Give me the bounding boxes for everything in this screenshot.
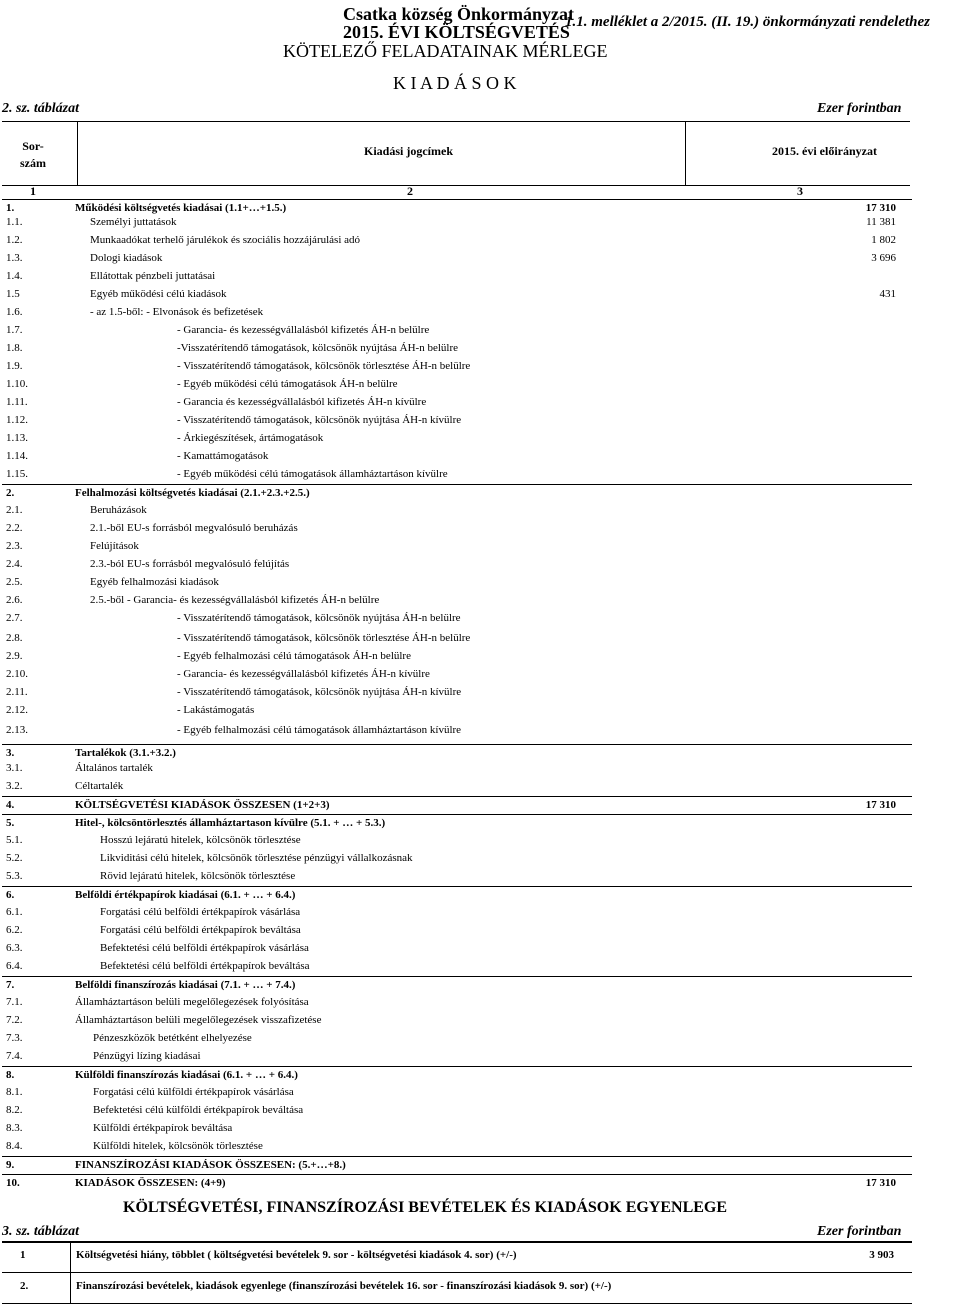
table-row <box>2 666 912 683</box>
row-number: 1.9. <box>6 360 23 372</box>
row-number: 3.1. <box>6 762 23 774</box>
table-row <box>2 574 912 591</box>
table-row <box>2 412 912 429</box>
row-number: 1.8. <box>6 342 23 354</box>
row-number: 8.3. <box>6 1122 23 1134</box>
row-number: 10. <box>6 1177 20 1189</box>
row-number: 8. <box>6 1069 15 1081</box>
row-number: 5.3. <box>6 870 23 882</box>
row-number: 1.2. <box>6 234 23 246</box>
row-number: 6.2. <box>6 924 23 936</box>
row-number: 6.3. <box>6 942 23 954</box>
row-number: 1.13. <box>6 432 28 444</box>
row-label: Államháztartáson belüli megelőlegezések visszafizetése <box>75 1014 322 1026</box>
row-value: 17 310 <box>865 799 896 811</box>
balance-unit-label: Ezer forintban <box>817 1224 902 1239</box>
table-number: 2. sz. táblázat <box>2 101 80 116</box>
balance-row-value: 3 903 <box>869 1249 894 1261</box>
row-label: Forgatási célú belföldi értékpapírok beváltása <box>100 924 301 936</box>
row-number: 2. <box>6 487 15 499</box>
row-number: 7.4. <box>6 1050 23 1062</box>
row-value: 17 310 <box>865 202 896 214</box>
row-label: Államháztartáson belüli megelőlegezések folyósítása <box>75 996 309 1008</box>
table-row <box>2 684 912 701</box>
annex-reference: 1.1. melléklet a 2/2015. (II. 19.) önkormányzati rendelethez <box>565 14 930 30</box>
table-row <box>2 886 912 904</box>
row-label: Hosszú lejáratú hitelek, kölcsönök törlesztése <box>100 834 301 846</box>
table-row <box>2 466 912 483</box>
row-number: 2.10. <box>6 668 28 680</box>
row-label: Befektetési célú belföldi értékpapírok beváltása <box>100 960 310 972</box>
row-label: FINANSZÍROZÁSI KIADÁSOK ÖSSZESEN: (5.+…+8.) <box>75 1159 346 1171</box>
table-row <box>2 922 912 939</box>
row-number: 7. <box>6 979 15 991</box>
table-row <box>2 394 912 411</box>
table-row <box>2 1174 912 1192</box>
row-number: 2.12. <box>6 704 28 716</box>
table-row <box>2 976 912 994</box>
row-label: - Garancia és kezességvállalásból kifizetés ÁH-n kívülre <box>177 396 427 408</box>
table-row <box>2 520 912 537</box>
row-label: Személyi juttatások <box>90 216 177 228</box>
row-number: 1.10. <box>6 378 28 390</box>
row-number: 8.1. <box>6 1086 23 1098</box>
table-row <box>2 322 912 339</box>
row-number: 1.12. <box>6 414 28 426</box>
table-row <box>2 648 912 665</box>
table-row <box>2 1102 912 1119</box>
row-label: - Kamattámogatások <box>177 450 269 462</box>
row-number: 2.7. <box>6 612 23 624</box>
row-number: 1.5 <box>6 288 20 300</box>
row-number: 2.5. <box>6 576 23 588</box>
table-row <box>2 214 912 231</box>
row-label: Általános tartalék <box>75 762 153 774</box>
table-row <box>2 1012 912 1029</box>
row-number: 5.1. <box>6 834 23 846</box>
row-label: - Visszatérítendő támogatások, kölcsönök törlesztése ÁH-n belülre <box>177 632 471 644</box>
table-row <box>2 592 912 609</box>
row-label: - Garancia- és kezességvállalásból kifizetés ÁH-n belülre <box>177 324 430 336</box>
row-label: - Egyéb felhalmozási célú támogatások államháztartáson kívülre <box>177 724 462 736</box>
row-number: 8.4. <box>6 1140 23 1152</box>
budget-title: 2015. ÉVI KÖLTSÉGVETÉS <box>343 22 570 42</box>
balance-row-num: 1 <box>20 1249 26 1261</box>
balance-row-num: 2. <box>20 1280 29 1292</box>
unit-label: Ezer forintban <box>817 101 902 116</box>
row-label: KÖLTSÉGVETÉSI KIADÁSOK ÖSSZESEN (1+2+3) <box>75 799 330 811</box>
table-row <box>2 358 912 375</box>
table-row <box>2 958 912 975</box>
row-label: Felújítások <box>90 540 139 552</box>
row-label: Felhalmozási költségvetés kiadásai (2.1.+2.3.+2.5.) <box>75 487 310 499</box>
row-number: 7.1. <box>6 996 23 1008</box>
table-row <box>2 778 912 795</box>
table-row <box>2 232 912 249</box>
table-row <box>2 760 912 777</box>
table-row <box>2 702 912 719</box>
table-row <box>2 1048 912 1065</box>
col-sorszam: Sor- szám <box>20 139 46 170</box>
row-label: Ellátottak pénzbeli juttatásai <box>90 270 216 282</box>
row-number: 5. <box>6 817 15 829</box>
row-number: 9. <box>6 1159 15 1171</box>
table-row <box>2 1084 912 1101</box>
table-row <box>2 1066 912 1084</box>
row-number: 2.8. <box>6 632 23 644</box>
table-row <box>2 484 912 502</box>
row-number: 1.4. <box>6 270 23 282</box>
table-row <box>2 268 912 285</box>
row-label: Befektetési célú belföldi értékpapírok vásárlása <box>100 942 309 954</box>
row-label: - Visszatérítendő támogatások, kölcsönök nyújtása ÁH-n belülre <box>177 612 461 624</box>
row-label: - Visszatérítendő támogatások, kölcsönök nyújtása ÁH-n kívülre <box>177 686 462 698</box>
row-value: 431 <box>879 288 896 300</box>
row-label: - Visszatérítendő támogatások, kölcsönök nyújtása ÁH-n kívülre <box>177 414 462 426</box>
balance-row-label: Finanszírozási bevételek, kiadások egyenlege (finanszírozási bevételek 16. sor - finanszírozási kiadások 9. sor) (+/-) <box>76 1280 612 1292</box>
section-title: K I A D Á S O K <box>393 73 517 93</box>
row-number: 2.13. <box>6 724 28 736</box>
row-value: 1 802 <box>871 234 896 246</box>
table-row <box>2 538 912 555</box>
row-label: Külföldi hitelek, kölcsönök törlesztése <box>93 1140 263 1152</box>
row-label: KIADÁSOK ÖSSZESEN: (4+9) <box>75 1177 226 1189</box>
table-row <box>2 430 912 447</box>
table-row <box>2 286 912 303</box>
row-label: Belföldi értékpapírok kiadásai (6.1. + … + 6.4.) <box>75 889 296 901</box>
row-number: 2.4. <box>6 558 23 570</box>
row-label: Egyéb működési célú kiadások <box>90 288 227 300</box>
col-num-2: 2 <box>407 184 413 198</box>
row-label: - Visszatérítendő támogatások, kölcsönök törlesztése ÁH-n belülre <box>177 360 471 372</box>
row-number: 1.7. <box>6 324 23 336</box>
row-number: 2.2. <box>6 522 23 534</box>
row-label: 2.3.-ból EU-s forrásból megvalósuló felújítás <box>90 558 290 570</box>
row-label: Rövid lejáratú hitelek, kölcsönök törlesztése <box>100 870 296 882</box>
row-label: Dologi kiadások <box>90 252 163 264</box>
balance-section-title: KÖLTSÉGVETÉSI, FINANSZÍROZÁSI BEVÉTELEK ÉS KIADÁSOK EGYENLEGE <box>123 1199 728 1216</box>
row-number: 1.6. <box>6 306 23 318</box>
table-row <box>2 1156 912 1174</box>
col-eloiranyzat: 2015. évi előirányzat <box>772 144 877 158</box>
row-label: - Garancia- és kezességvállalásból kifizetés ÁH-n kívülre <box>177 668 430 680</box>
balance-table-number: 3. sz. táblázat <box>2 1224 80 1239</box>
row-label: Működési költségvetés kiadásai (1.1+…+1.5.) <box>75 202 287 214</box>
row-number: 1.3. <box>6 252 23 264</box>
row-label: Külföldi értékpapírok beváltása <box>93 1122 233 1134</box>
table-row <box>2 448 912 465</box>
balance-table <box>2 1241 912 1304</box>
row-number: 2.9. <box>6 650 23 662</box>
table-row <box>2 832 912 849</box>
row-label: 2.5.-ből - Garancia- és kezességvállalásból kifizetés ÁH-n belülre <box>90 594 380 606</box>
row-number: 6. <box>6 889 15 901</box>
row-label: - Lakástámogatás <box>177 704 255 716</box>
row-number: 2.1. <box>6 504 23 516</box>
row-number: 2.3. <box>6 540 23 552</box>
row-number: 2.11. <box>6 686 28 698</box>
row-label: Belföldi finanszírozás kiadásai (7.1. + … + 7.4.) <box>75 979 296 991</box>
table-row <box>2 814 912 832</box>
table-row <box>2 250 912 267</box>
row-label: Pénzügyi lízing kiadásai <box>93 1050 201 1062</box>
table-row <box>2 304 912 321</box>
row-number: 8.2. <box>6 1104 23 1116</box>
table-row <box>2 610 912 627</box>
row-label: Likviditási célú hitelek, kölcsönök törlesztése pénzügyi vállalkozásnak <box>100 852 413 864</box>
row-label: Egyéb felhalmozási kiadások <box>90 576 219 588</box>
balance-title: KÖTELEZŐ FELADATAINAK MÉRLEGE <box>283 41 608 61</box>
row-label: Befektetési célú külföldi értékpapírok beváltása <box>93 1104 304 1116</box>
table-row <box>2 630 912 647</box>
row-label: Céltartalék <box>75 780 124 792</box>
row-number: 7.3. <box>6 1032 23 1044</box>
row-number: 3. <box>6 747 15 759</box>
balance-row-label: Költségvetési hiány, többlet ( költségvetési bevételek 9. sor - költségvetési kiadások 4. sor) (+/-) <box>76 1249 517 1261</box>
row-label: Tartalékok (3.1.+3.2.) <box>75 747 176 759</box>
table-row <box>2 940 912 957</box>
row-label: Beruházások <box>90 504 147 516</box>
municipality-title: Csatka község Önkormányzat <box>343 4 575 24</box>
column-header <box>2 121 910 186</box>
row-number: 1.15. <box>6 468 28 480</box>
row-label: Pénzeszközök betétként elhelyezése <box>93 1032 252 1044</box>
row-number: 6.1. <box>6 906 23 918</box>
table-row <box>2 722 912 739</box>
row-label: - Egyéb működési célú támogatások államháztartáson kívülre <box>177 468 448 480</box>
row-label: Forgatási célú belföldi értékpapírok vásárlása <box>100 906 301 918</box>
row-label: Hitel-, kölcsöntörlesztés államháztartason kívülre (5.1. + … + 5.3.) <box>75 817 386 829</box>
row-number: 2.6. <box>6 594 23 606</box>
row-value: 11 381 <box>866 216 896 228</box>
row-label: - Egyéb működési célú támogatások ÁH-n belülre <box>177 378 398 390</box>
table-row <box>2 868 912 885</box>
row-number: 6.4. <box>6 960 23 972</box>
col-num-1: 1 <box>30 184 36 198</box>
row-value: 3 696 <box>871 252 896 264</box>
table-row <box>2 556 912 573</box>
row-label: -Visszatérítendő támogatások, kölcsönök nyújtása ÁH-n belülre <box>177 342 458 354</box>
row-label: Külföldi finanszírozás kiadásai (6.1. + … + 6.4.) <box>75 1069 298 1081</box>
row-value: 17 310 <box>865 1177 896 1189</box>
table-row <box>2 1030 912 1047</box>
table-row <box>2 904 912 921</box>
row-number: 4. <box>6 799 15 811</box>
col-num-3: 3 <box>797 184 803 198</box>
row-number: 1.1. <box>6 216 23 228</box>
table-row <box>2 502 912 519</box>
row-label: 2.1.-ből EU-s forrásból megvalósuló beruházás <box>90 522 298 534</box>
table-row <box>2 376 912 393</box>
table-row <box>2 1120 912 1137</box>
table-row <box>2 340 912 357</box>
row-label: - Árkiegészítések, ártámogatások <box>177 432 324 444</box>
row-number: 7.2. <box>6 1014 23 1026</box>
row-label: Munkaadókat terhelő járulékok és szociális hozzájárulási adó <box>90 234 361 246</box>
row-label: - az 1.5-ből: - Elvonások és befizetések <box>90 306 264 318</box>
row-label: Forgatási célú külföldi értékpapírok vásárlása <box>93 1086 294 1098</box>
row-number: 1. <box>6 202 15 214</box>
table-row <box>2 850 912 867</box>
table-row <box>2 1138 912 1155</box>
row-label: - Egyéb felhalmozási célú támogatások ÁH-n belülre <box>177 650 411 662</box>
row-number: 3.2. <box>6 780 23 792</box>
table-row <box>2 796 912 814</box>
table-row <box>2 994 912 1011</box>
col-jogcimek: Kiadási jogcímek <box>364 144 453 158</box>
row-number: 5.2. <box>6 852 23 864</box>
row-number: 1.14. <box>6 450 28 462</box>
row-number: 1.11. <box>6 396 28 408</box>
